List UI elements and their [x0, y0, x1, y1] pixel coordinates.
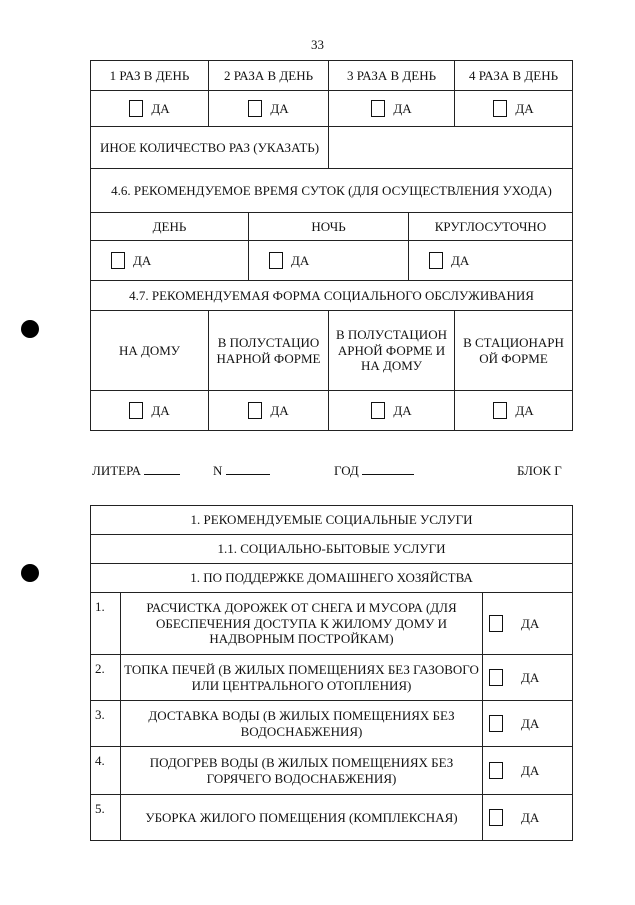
service-checkbox-cell: ДА	[483, 593, 573, 655]
table-row	[91, 701, 573, 747]
service-number: 3.	[91, 701, 121, 747]
litera-field[interactable]	[92, 463, 180, 479]
year-field[interactable]	[334, 463, 414, 479]
freq-checkbox-cell: ДА	[455, 91, 573, 127]
freq-checkbox-cell: ДА	[91, 91, 209, 127]
checkbox-semi-stationary[interactable]	[248, 402, 262, 419]
checkbox-3-per-day[interactable]	[371, 100, 385, 117]
form-header-stationary: В СТАЦИОНАРН ОЙ ФОРМЕ	[455, 311, 573, 391]
form-checkbox-cell: ДА	[455, 391, 573, 431]
service-number: 4.	[91, 747, 121, 795]
n-field[interactable]	[213, 463, 270, 479]
services-group: 1. ПО ПОДДЕРЖКЕ ДОМАШНЕГО ХОЗЯЙСТВА	[91, 564, 573, 593]
form-header-semi-stationary: В ПОЛУСТАЦИО НАРНОЙ ФОРМЕ	[209, 311, 329, 391]
services-title: 1. РЕКОМЕНДУЕМЫЕ СОЦИАЛЬНЫЕ УСЛУГИ	[91, 506, 573, 535]
time-checkbox-cell: ДА	[249, 241, 409, 281]
checkbox-1-per-day[interactable]	[129, 100, 143, 117]
punch-hole	[21, 320, 39, 338]
checkbox-day[interactable]	[111, 252, 125, 269]
service-number: 1.	[91, 593, 121, 655]
table-row	[91, 593, 573, 655]
services-table	[90, 505, 573, 841]
service-checkbox-cell: ДА	[483, 747, 573, 795]
checkbox-service-5[interactable]	[489, 809, 503, 826]
checkbox-stationary[interactable]	[493, 402, 507, 419]
service-checkbox-cell: ДА	[483, 795, 573, 841]
service-text: РАСЧИСТКА ДОРОЖЕК ОТ СНЕГА И МУСОРА (ДЛЯ ОБЕСПЕЧЕНИЯ ДОСТУПА К ЖИЛОМУ ДОМУ И НАДВОРНЫМ ПОСТРОЙКАМ)	[121, 593, 483, 655]
table-row	[91, 747, 573, 795]
time-checkbox-cell: ДА	[409, 241, 573, 281]
litera-label: ЛИТЕРА	[92, 463, 142, 478]
checkbox-service-2[interactable]	[489, 669, 503, 686]
checkbox-night[interactable]	[269, 252, 283, 269]
service-form-title: 4.7. РЕКОМЕНДУЕМАЯ ФОРМА СОЦИАЛЬНОГО ОБСЛУЖИВАНИЯ	[91, 281, 573, 311]
litera-blank[interactable]	[144, 463, 180, 475]
n-label: N	[213, 463, 223, 478]
freq-header-3: 3 РАЗА В ДЕНЬ	[329, 61, 455, 91]
freq-checkbox-cell: ДА	[209, 91, 329, 127]
other-frequency-field[interactable]	[329, 127, 573, 169]
care-options-table	[90, 60, 573, 431]
time-checkbox-cell: ДА	[91, 241, 249, 281]
freq-header-2: 2 РАЗА В ДЕНЬ	[209, 61, 329, 91]
service-text: УБОРКА ЖИЛОГО ПОМЕЩЕНИЯ (КОМПЛЕКСНАЯ)	[121, 795, 483, 841]
freq-header-4: 4 РАЗА В ДЕНЬ	[455, 61, 573, 91]
service-text: ТОПКА ПЕЧЕЙ (В ЖИЛЫХ ПОМЕЩЕНИЯХ БЕЗ ГАЗОВОГО ИЛИ ЦЕНТРАЛЬНОГО ОТОПЛЕНИЯ)	[121, 655, 483, 701]
checkbox-round-clock[interactable]	[429, 252, 443, 269]
freq-header-1: 1 РАЗ В ДЕНЬ	[91, 61, 209, 91]
checkbox-2-per-day[interactable]	[248, 100, 262, 117]
time-header-day: ДЕНЬ	[91, 213, 249, 241]
table-row	[91, 655, 573, 701]
service-number: 2.	[91, 655, 121, 701]
time-header-night: НОЧЬ	[249, 213, 409, 241]
service-checkbox-cell: ДА	[483, 701, 573, 747]
services-subtitle: 1.1. СОЦИАЛЬНО-БЫТОВЫЕ УСЛУГИ	[91, 535, 573, 564]
year-label: ГОД	[334, 463, 359, 478]
time-of-day-title: 4.6. РЕКОМЕНДУЕМОЕ ВРЕМЯ СУТОК (ДЛЯ ОСУЩЕСТВЛЕНИЯ УХОДА)	[91, 169, 573, 213]
form-header-semi-stationary-home: В ПОЛУСТАЦИОН АРНОЙ ФОРМЕ И НА ДОМУ	[329, 311, 455, 391]
block-label: БЛОК Г	[517, 463, 562, 478]
service-text: ПОДОГРЕВ ВОДЫ (В ЖИЛЫХ ПОМЕЩЕНИЯХ БЕЗ ГОРЯЧЕГО ВОДОСНАБЖЕНИЯ)	[121, 747, 483, 795]
year-blank[interactable]	[362, 463, 414, 475]
time-header-round-clock: КРУГЛОСУТОЧНО	[409, 213, 573, 241]
other-frequency-label: ИНОЕ КОЛИЧЕСТВО РАЗ (УКАЗАТЬ)	[91, 127, 329, 169]
form-checkbox-cell: ДА	[209, 391, 329, 431]
n-blank[interactable]	[226, 463, 270, 475]
form-checkbox-cell: ДА	[329, 391, 455, 431]
service-checkbox-cell: ДА	[483, 655, 573, 701]
checkbox-service-1[interactable]	[489, 615, 503, 632]
checkbox-semi-stationary-home[interactable]	[371, 402, 385, 419]
service-number: 5.	[91, 795, 121, 841]
form-header-home: НА ДОМУ	[91, 311, 209, 391]
page-number: 33	[311, 37, 324, 52]
form-checkbox-cell: ДА	[91, 391, 209, 431]
freq-checkbox-cell: ДА	[329, 91, 455, 127]
checkbox-at-home[interactable]	[129, 402, 143, 419]
table-row	[91, 795, 573, 841]
checkbox-service-3[interactable]	[489, 715, 503, 732]
checkbox-4-per-day[interactable]	[493, 100, 507, 117]
service-text: ДОСТАВКА ВОДЫ (В ЖИЛЫХ ПОМЕЩЕНИЯХ БЕЗ ВОДОСНАБЖЕНИЯ)	[121, 701, 483, 747]
checkbox-service-4[interactable]	[489, 762, 503, 779]
punch-hole	[21, 564, 39, 582]
